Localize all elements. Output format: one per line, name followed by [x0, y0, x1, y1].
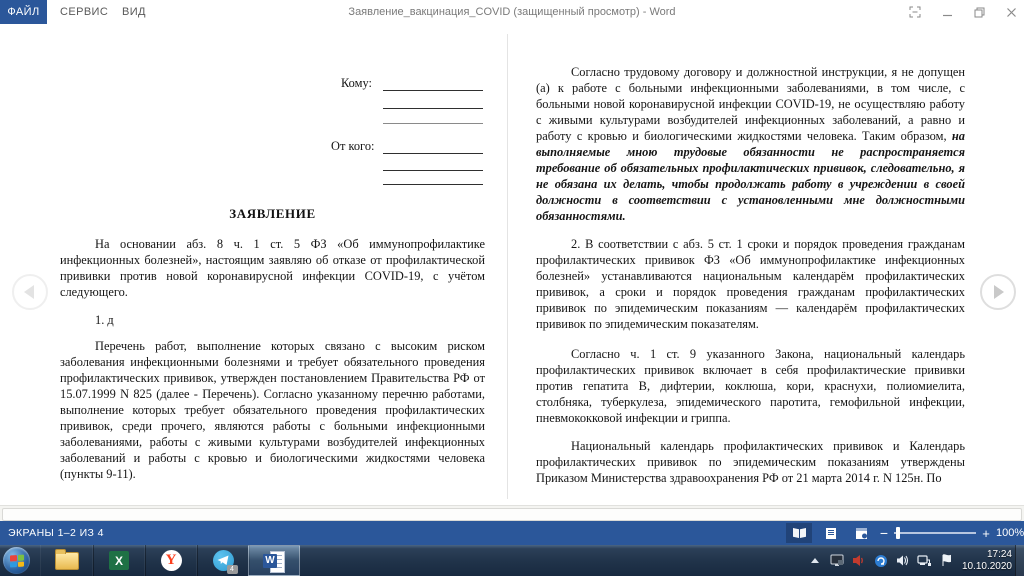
- document-read-view: [0, 24, 1024, 505]
- system-tray: [807, 545, 954, 576]
- menu-file[interactable]: ФАЙЛ: [0, 0, 47, 24]
- zoom-level[interactable]: 100%: [996, 527, 1024, 539]
- taskbar-explorer-button[interactable]: [40, 545, 94, 576]
- list-item-1: 1. д: [95, 313, 114, 327]
- taskbar-clock[interactable]: [962, 545, 1012, 576]
- taskbar-yandex-button[interactable]: [144, 545, 198, 576]
- zoom-in-button[interactable]: +: [982, 525, 990, 541]
- auto-hide-ribbon-icon[interactable]: [908, 5, 922, 19]
- word-titlebar: [0, 0, 1024, 24]
- start-button[interactable]: [3, 547, 30, 574]
- blank-line: [383, 108, 483, 109]
- paragraph-calendar: Согласно ч. 1 ст. 9 указанного Закона, национальный календарь профилактических прививок включает в себя профилактические прививки против гепатита В, дифтерии, коклюша, кори, краснухи, полиомиелита, столбняка, туберкулеза, эпидемического паротита, гемофильной инфекции, пневмококковой инфекции и гриппа.: [536, 347, 965, 425]
- excel-icon: X: [109, 551, 129, 570]
- zoom-slider-track[interactable]: [894, 532, 976, 534]
- minimize-button[interactable]: [940, 5, 954, 19]
- show-desktop-button[interactable]: [1015, 545, 1024, 576]
- blank-line: [383, 170, 483, 171]
- paragraph-basis: На основании абз. 8 ч. 1 ст. 5 ФЗ «Об иммунопрофилактике инфекционных болезней», настоящим заявляю об отказе от профилактической прививки против новой коронавирусной инфекции COVID-19, с учётом следующего.: [60, 237, 485, 299]
- tray-browser-icon[interactable]: [873, 553, 888, 568]
- tray-volume-icon[interactable]: [895, 553, 910, 568]
- zoom-out-button[interactable]: −: [879, 525, 889, 541]
- telegram-icon: [213, 550, 234, 571]
- blank-line: [383, 184, 483, 185]
- previous-screen-button[interactable]: [12, 274, 48, 310]
- restore-button[interactable]: [972, 5, 986, 19]
- print-layout-button[interactable]: [818, 523, 844, 543]
- book-icon: [792, 527, 807, 539]
- close-button[interactable]: [1004, 5, 1018, 19]
- next-screen-button[interactable]: [980, 274, 1016, 310]
- page-icon: [825, 527, 837, 540]
- paragraph-contract-emphasis: на выполняемые мною трудовые обязанности не распространяется требование об обязательных профилактических прививок, следовательно, я не обязана их делать, чтобы продолжать работу в учреждении в своей должности в соответствии с установленными мне должностными обязанностями.: [536, 129, 965, 223]
- arrow-left-icon: [24, 285, 34, 299]
- file-explorer-icon: [55, 552, 79, 570]
- zoom-slider-thumb[interactable]: [896, 527, 900, 539]
- paragraph-point2: 2. В соответствии с абз. 5 ст. 1 сроки и порядок проведения гражданам профилактических прививок ФЗ «Об иммунопрофилактике инфекционных болезней» устанавливаются национальным календарём профилактических прививок, а сроки и порядок проведения гражданам профилактических прививок по эпидемическим показаниям — календарём профилактических прививок по эпидемическим показателям.: [536, 237, 965, 331]
- page-divider: [507, 34, 508, 499]
- horizontal-scrollbar[interactable]: [0, 505, 1024, 521]
- read-mode-button[interactable]: [786, 523, 812, 543]
- taskbar-telegram-button[interactable]: [196, 545, 250, 576]
- clock-time: 17:24: [986, 548, 1012, 560]
- tray-audio-device-icon[interactable]: [851, 553, 866, 568]
- taskbar-excel-button[interactable]: [92, 545, 146, 576]
- yandex-browser-icon: Y: [161, 550, 182, 571]
- tray-network-icon[interactable]: [917, 553, 932, 568]
- blank-line: [383, 153, 483, 154]
- word-icon: W: [263, 551, 285, 571]
- to-label: Кому:: [341, 76, 372, 90]
- taskbar-word-button[interactable]: [248, 545, 300, 576]
- status-bar: [0, 521, 1024, 545]
- document-heading: ЗАЯВЛЕНИЕ: [229, 206, 316, 221]
- from-label: От кого:: [331, 139, 375, 153]
- chevron-up-icon: [811, 558, 819, 563]
- windows-flag-icon: [10, 554, 24, 567]
- menu-view[interactable]: ВИД: [122, 6, 146, 18]
- paragraph-order: Национальный календарь профилактических прививок и Календарь профилактических прививок по эпидемическим показаниям утверждены Приказом Министерства здравоохранения РФ от 21 марта 2014 г. N 125н. По: [536, 439, 965, 485]
- paragraph-contract: [536, 64, 965, 224]
- web-layout-button[interactable]: [848, 523, 874, 543]
- blank-line: [383, 90, 483, 91]
- paragraph-worklist: Перечень работ, выполнение которых связано с высоким риском заболевания инфекционными болезнями и требует обязательного проведения профилактических прививок, утвержден постановлением Правительства РФ от 15.07.1999 N 825 (далее - Перечень). Согласно указанному перечню работами, выполнение которых требует обязательного проведения профилактических прививок, среди прочего, являются работы с больными инфекционными заболеваниями, работы с живыми культурами возбудителей инфекционных заболеваний и работы с кровью и биологическими жидкостями человека (пункты 9-11).: [60, 339, 485, 481]
- blank-line: [383, 123, 483, 124]
- web-page-icon: [855, 527, 868, 540]
- menu-service[interactable]: СЕРВИС: [60, 6, 109, 18]
- scrollbar-track[interactable]: [2, 508, 1022, 521]
- clock-date: 10.10.2020: [961, 560, 1012, 572]
- screen-indicator: ЭКРАНЫ 1–2 ИЗ 4: [8, 527, 104, 539]
- telegram-badge: 4: [227, 565, 238, 574]
- tray-action-center-icon[interactable]: [939, 553, 954, 568]
- paragraph-contract-normal: Согласно трудовому договору и должностной инструкции, я не допущен (а) к работе с больными инфекционными заболеваниями, в том числе, с больными новой коронавирусной инфекции COVID-19, не осуществляю работу с живыми культурами возбудителей инфекционных заболеваний, а равно и работу с кровью и биологическими жидкостями человека. Таким образом,: [536, 65, 965, 143]
- window-title: Заявление_вакцинация_COVID (защищенный просмотр) - Word: [348, 6, 676, 18]
- arrow-right-icon: [994, 285, 1004, 299]
- tray-display-icon[interactable]: [829, 553, 844, 568]
- windows-taskbar: [0, 545, 1024, 576]
- show-hidden-icons-button[interactable]: [807, 553, 822, 568]
